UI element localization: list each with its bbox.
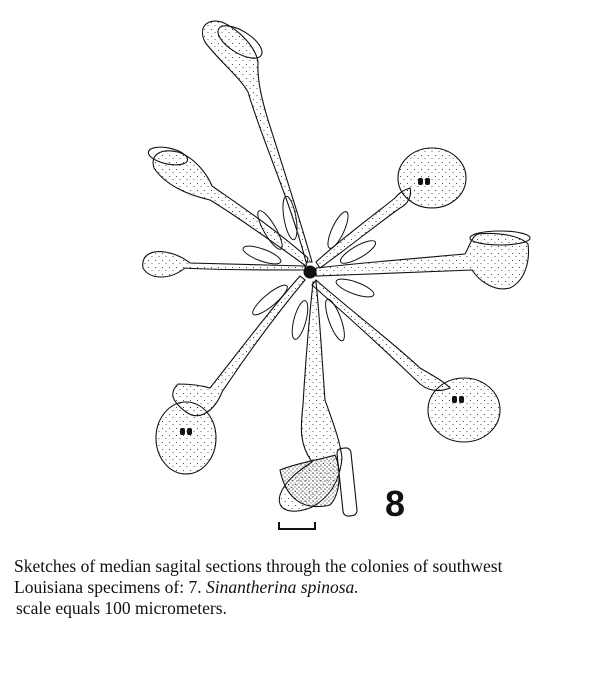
zooid-left [143, 252, 305, 277]
figure-number: 8 [385, 483, 406, 524]
zooid-lower-right [312, 280, 450, 391]
zooid-lower-left [173, 276, 305, 416]
scale-bar [279, 522, 315, 529]
figure-caption [14, 556, 610, 619]
species-name: Sinantherina spinosa. [205, 577, 359, 597]
caption-line-3: scale equals 100 micrometers. [16, 598, 227, 618]
zooid-upper-right-head [398, 148, 466, 208]
zooid-group [143, 19, 530, 516]
caption-line-1: Sketches of median sagital sections through the colonies of southwest [14, 556, 503, 576]
caption-line-2 [14, 577, 610, 598]
zooid-lower-right-head [428, 378, 500, 442]
zooid-lower-left-head [156, 402, 216, 474]
caption-line-2-prefix: Louisiana specimens of: 7. [14, 577, 202, 597]
zooid-upper-left [153, 151, 308, 266]
